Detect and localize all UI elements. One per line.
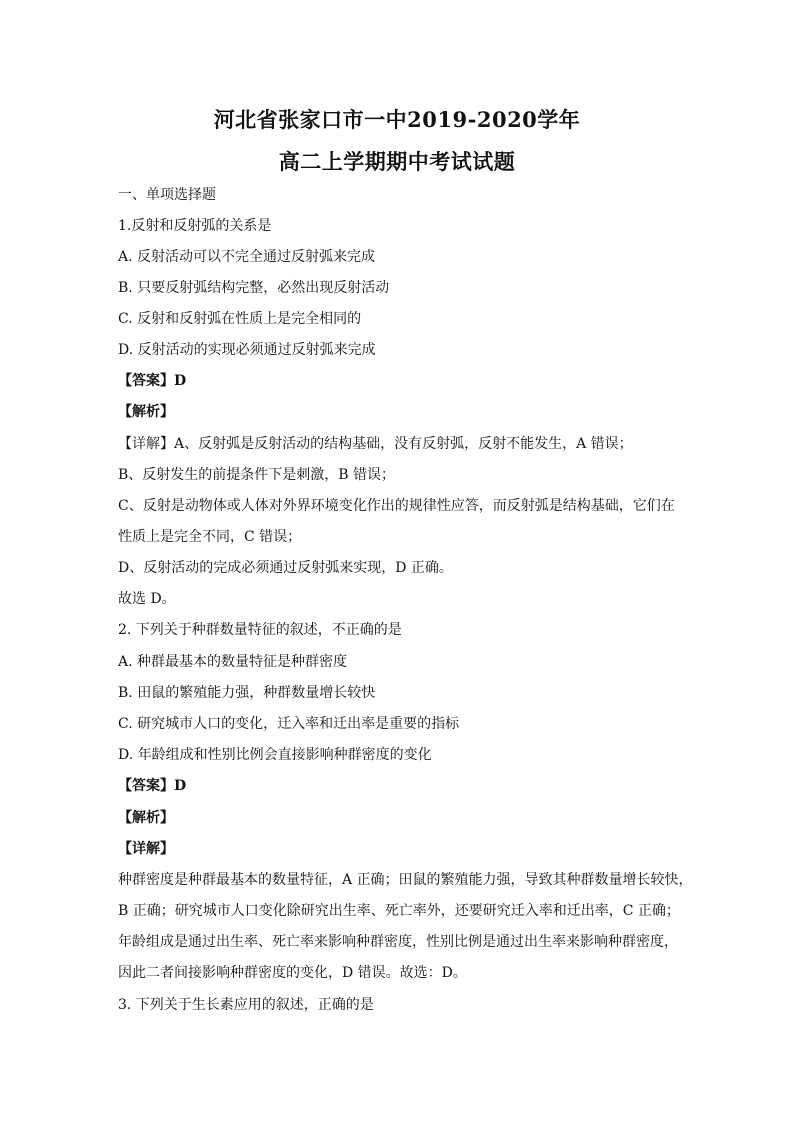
q2-detail-line: 因此二者间接影响种群密度的变化，D 错误。故选：D。 bbox=[118, 965, 467, 981]
q1-detail-line: B、反射发生的前提条件下是刺激，B 错误； bbox=[118, 467, 396, 483]
document-title-line2: 高二上学期期中考试试题 bbox=[278, 149, 516, 174]
section-heading: 一、单项选择题 bbox=[118, 187, 216, 203]
q2-option-d: D. 年龄组成和性别比例会直接影响种群密度的变化 bbox=[118, 747, 432, 763]
q2-option-c: C. 研究城市人口的变化，迁入率和迁出率是重要的指标 bbox=[118, 716, 460, 732]
q2-option-b: B. 田鼠的繁殖能力强，种群数量增长较快 bbox=[118, 685, 376, 701]
q1-option-c: C. 反射和反射弧在性质上是完全相同的 bbox=[118, 311, 362, 327]
q3-question: 3. 下列关于生长素应用的叙述，正确的是 bbox=[118, 997, 374, 1013]
q2-question: 2. 下列关于种群数量特征的叙述，不正确的是 bbox=[118, 622, 402, 638]
q2-detail-line: 年龄组成是通过出生率、死亡率来影响种群密度，性别比例是通过出生率来影响种群密度， bbox=[118, 934, 678, 950]
q2-detail-line: B 正确；研究城市人口变化除研究出生率、死亡率外，还要研究迁入率和迁出率，C 正确； bbox=[118, 903, 680, 919]
q1-question: 1.反射和反射弧的关系是 bbox=[118, 218, 272, 234]
q2-detail-line: 种群密度是种群最基本的数量特征，A 正确；田鼠的繁殖能力强，导致其种群数量增长较快， bbox=[118, 872, 693, 888]
q1-option-b: B. 只要反射弧结构完整，必然出现反射活动 bbox=[118, 280, 390, 296]
document-title-line1: 河北省张家口市一中2019-2020学年 bbox=[213, 107, 581, 132]
q1-detail-line: 性质上是完全不同，C 错误； bbox=[118, 529, 302, 545]
q1-detail-line: C、反射是动物体或人体对外界环境变化作出的规律性应答，而反射弧是结构基础，它们在 bbox=[118, 498, 675, 514]
q1-option-d: D. 反射活动的实现必须通过反射弧来完成 bbox=[118, 342, 376, 358]
q2-option-a: A. 种群最基本的数量特征是种群密度 bbox=[118, 654, 348, 670]
q1-option-a: A. 反射活动可以不完全通过反射弧来完成 bbox=[118, 249, 376, 265]
q1-detail-line: 【详解】A、反射弧是反射活动的结构基础，没有反射弧，反射不能发生，A 错误； bbox=[118, 436, 633, 452]
q1-conclusion: 故选 D。 bbox=[118, 591, 176, 607]
q1-analysis-heading: 【解析】 bbox=[118, 404, 174, 420]
q1-answer: 【答案】D bbox=[118, 373, 187, 389]
q1-detail-line: D、反射活动的完成必须通过反射弧来实现，D 正确。 bbox=[118, 560, 453, 576]
q2-analysis-heading: 【解析】 bbox=[118, 810, 174, 826]
q2-answer: 【答案】D bbox=[118, 778, 187, 794]
q2-detail-heading: 【详解】 bbox=[118, 841, 174, 857]
